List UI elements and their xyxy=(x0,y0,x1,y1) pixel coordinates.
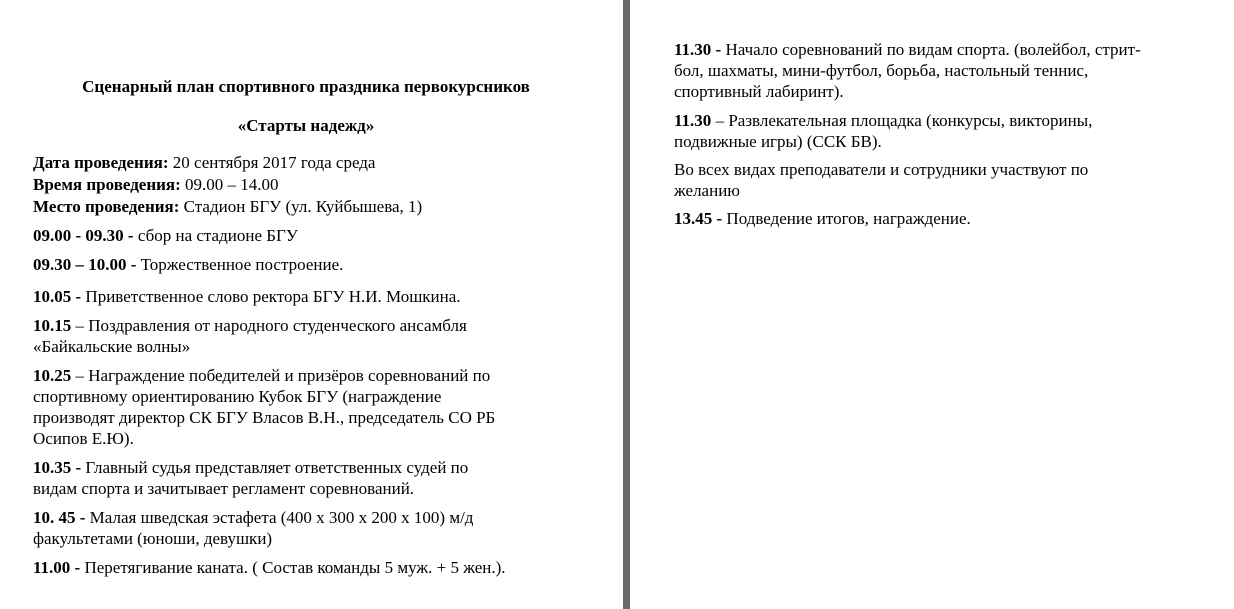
page-divider xyxy=(623,0,630,609)
schedule-time: 10.15 xyxy=(33,316,72,335)
schedule-text-line: подвижные игры) (ССК БВ). xyxy=(674,132,882,151)
schedule-time: 10. 45 - xyxy=(33,508,86,527)
schedule-text: – Награждение победителей и призёров соревнований по xyxy=(71,366,491,385)
schedule-time: 11.30 xyxy=(674,111,712,130)
document-title: Сценарный план спортивного праздника первокурсников xyxy=(82,77,530,96)
note-line: желанию xyxy=(674,181,740,200)
info-value: 09.00 – 14.00 xyxy=(180,175,279,194)
schedule-item xyxy=(674,110,1092,131)
schedule-item xyxy=(33,365,490,386)
schedule-item xyxy=(674,39,1141,60)
schedule-text: – Развлекательная площадка (конкурсы, викторины, xyxy=(711,111,1093,130)
schedule-text: Малая шведская эстафета (400 х 300 х 200 х 100) м/д xyxy=(85,508,474,527)
schedule-text-line: спортивный лабиринт). xyxy=(674,82,844,101)
schedule-time: 09.00 - 09.30 - xyxy=(33,226,134,245)
info-value: 20 сентября 2017 года среда xyxy=(168,153,376,172)
info-label: Время проведения: xyxy=(33,175,181,194)
info-place xyxy=(33,196,422,217)
schedule-item xyxy=(33,315,467,336)
schedule-item xyxy=(33,225,298,246)
schedule-time: 11.00 - xyxy=(33,558,81,577)
schedule-time: 11.30 - xyxy=(674,40,722,59)
info-label: Место проведения: xyxy=(33,197,180,216)
schedule-text: Перетягивание каната. ( Состав команды 5 муж. + 5 жен.). xyxy=(80,558,506,577)
schedule-text-line: спортивному ориентированию Кубок БГУ (награждение xyxy=(33,387,442,406)
note-line: Во всех видах преподаватели и сотрудники участвуют по xyxy=(674,160,1089,179)
schedule-text-line: Осипов Е.Ю). xyxy=(33,429,134,448)
schedule-text: Главный судья представляет ответственных судей по xyxy=(81,458,469,477)
schedule-text-line: факультетами (юноши, девушки) xyxy=(33,529,273,548)
schedule-item xyxy=(674,208,971,229)
schedule-text-line: производят директор СК БГУ Власов В.Н., председатель СО РБ xyxy=(33,408,496,427)
schedule-time: 10.35 - xyxy=(33,458,82,477)
schedule-text-line: бол, шахматы, мини-футбол, борьба, настольный теннис, xyxy=(674,61,1089,80)
schedule-time: 09.30 – 10.00 - xyxy=(33,255,137,274)
document-subtitle: «Старты надежд» xyxy=(237,116,375,135)
info-label: Дата проведения: xyxy=(33,153,169,172)
schedule-item xyxy=(33,286,461,307)
schedule-time: 13.45 - xyxy=(674,209,723,228)
schedule-text: Подведение итогов, награждение. xyxy=(722,209,971,228)
schedule-text: Приветственное слово ректора БГУ Н.И. Мошкина. xyxy=(81,287,461,306)
info-date xyxy=(33,152,375,173)
schedule-time: 10.05 - xyxy=(33,287,82,306)
schedule-text: – Поздравления от народного студенческого ансамбля xyxy=(71,316,467,335)
schedule-text: Торжественное построение. xyxy=(136,255,344,274)
schedule-time: 10.25 xyxy=(33,366,72,385)
schedule-text: сбор на стадионе БГУ xyxy=(133,226,298,245)
info-value: Стадион БГУ (ул. Куйбышева, 1) xyxy=(179,197,423,216)
schedule-item xyxy=(33,254,343,275)
schedule-item xyxy=(33,457,468,478)
info-time xyxy=(33,174,279,195)
schedule-text: Начало соревнований по видам спорта. (волейбол, стрит- xyxy=(721,40,1141,59)
schedule-text-line: видам спорта и зачитывает регламент соревнований. xyxy=(33,479,415,498)
schedule-item xyxy=(33,507,473,528)
schedule-text-line: «Байкальские волны» xyxy=(33,337,191,356)
schedule-item xyxy=(33,557,506,578)
